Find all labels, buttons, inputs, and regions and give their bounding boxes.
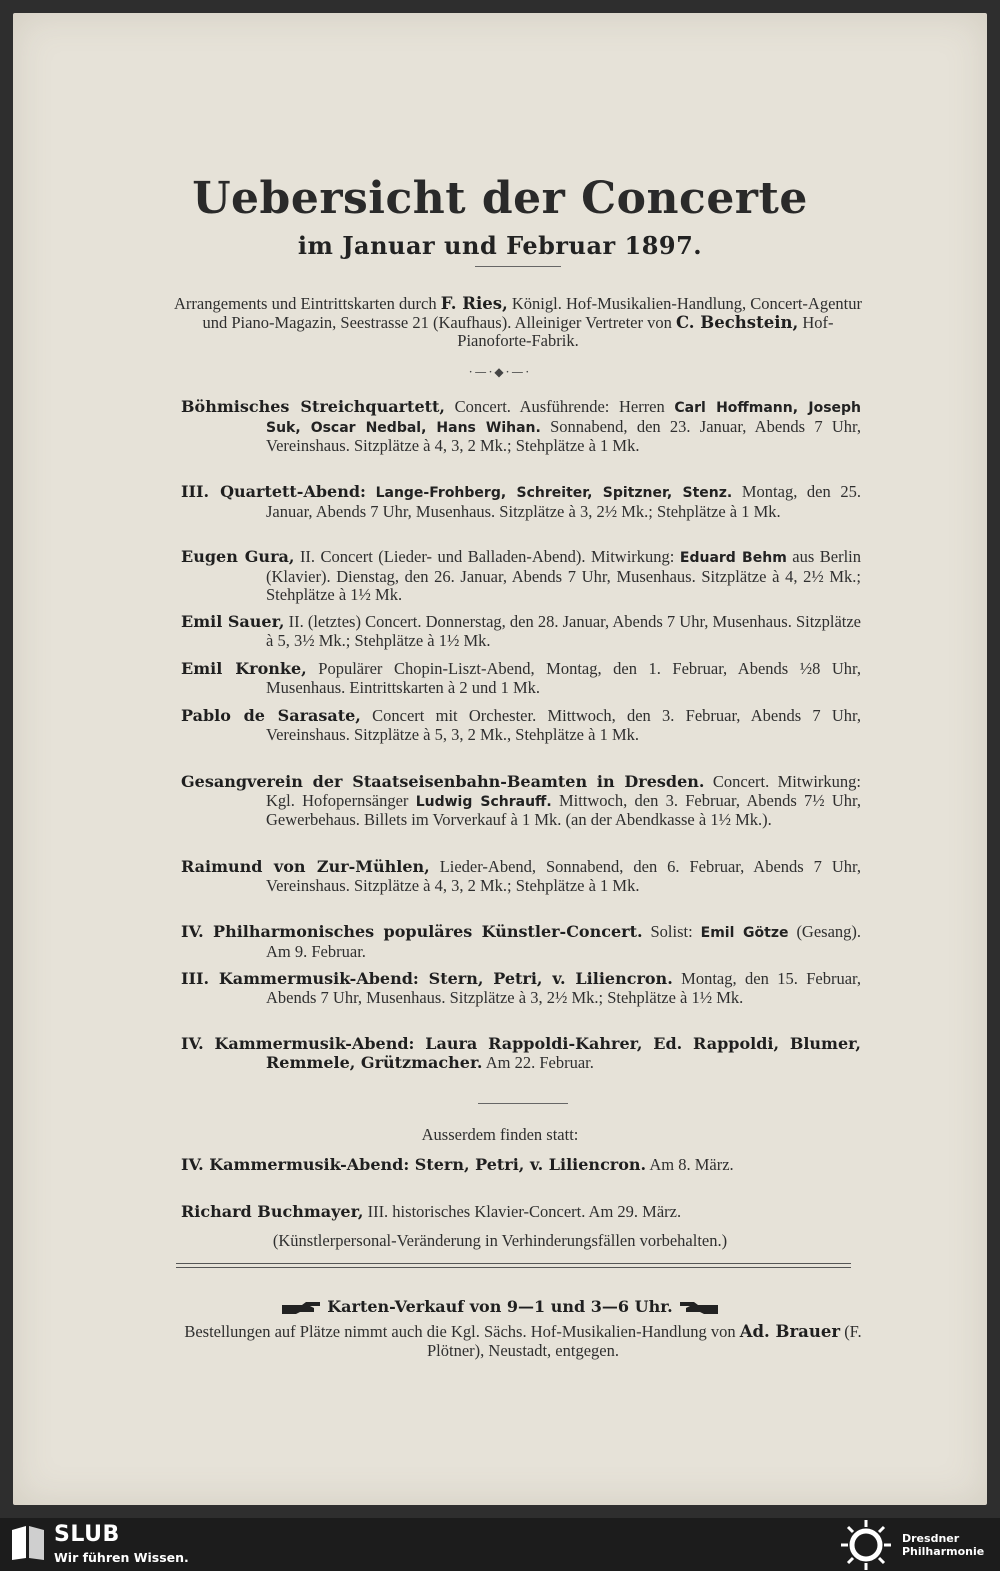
concert-entry: Emil Kronke, Populärer Chopin-Liszt-Abend, Montag, den 1. Februar, Abends ½8 Uhr, Musenhaus. Eintrittskarten à 2 und 1 Mk. (181, 659, 862, 697)
partner-name: Dresdner Philharmonie (902, 1532, 985, 1558)
bechstein-name: C. Bechstein, (675, 312, 799, 332)
bottom-bar (0, 1518, 1000, 1571)
concert-entry: III. Quartett-Abend: Lange-Frohberg, Schreiter, Spitzner, Stenz. Montag, den 25. Januar, Abends 7 Uhr, Musenhaus. Sitzplätze à 3, 2½ Mk.; Stehplätze à 1 Mk. (181, 482, 861, 521)
page-subtitle: im Januar und Februar 1897. (297, 231, 703, 260)
ornament-divider: ·—·◆·—· (468, 365, 532, 379)
footer-note: Bestellungen auf Plätze nimmt auch die Kgl. Sächs. Hof-Musikalien-Handlung von Ad. Brauer (F. Plötner), Neustadt, entgegen. (184, 1322, 862, 1360)
concert-entry: Böhmisches Streichquartett, Concert. Ausführende: Herren Carl Hoffmann, Joseph Suk, Oscar Nedbal, Hans Wihan. Sonnabend, den 23. Januar, Abends 7 Uhr, Vereinshaus. Sitzplätze à 4, 3, 2 Mk.; Stehplätze à 1 Mk. (181, 397, 862, 455)
concert-entry: Raimund von Zur-Mühlen, Lieder-Abend, Sonnabend, den 6. Februar, Abends 7 Uhr, Vereinshaus. Sitzplätze à 4, 3, 2 Mk.; Stehplätze à 1 Mk. (181, 857, 862, 895)
concert-entry: Pablo de Sarasate, Concert mit Orchester. Mittwoch, den 3. Februar, Abends 7 Uhr, Vereinshaus. Sitzplätze à 5, 3, 2 Mk., Stehplätze à 1 Mk. (181, 706, 862, 744)
concert-entry: III. Kammermusik-Abend: Stern, Petri, v. Liliencron. Montag, den 15. Februar, Abends 7 Uhr, Musenhaus. Sitzplätze à 3, 2½ Mk.; Stehplätze à 1½ Mk. (181, 969, 861, 1007)
brauer-name: Ad. Brauer (739, 1322, 841, 1341)
ausserdem-heading: Ausserdem finden statt: (421, 1125, 579, 1144)
concert-entry: IV. Philharmonisches populäres Künstler-Concert. Solist: Emil Götze (Gesang). Am 9. Februar. (181, 922, 862, 961)
ries-name: F. Ries, (440, 294, 508, 313)
footer-rule-top (176, 1263, 851, 1264)
slub-name: SLUB (54, 1522, 120, 1547)
extra-entry: Richard Buchmayer, III. historisches Klavier-Concert. Am 29. März. (181, 1202, 682, 1221)
ticket-sale-line: Karten-Verkauf von 9—1 und 3—6 Uhr. (13, 1297, 987, 1316)
pointing-hand-right-icon (280, 1301, 322, 1315)
slub-tagline: Wir führen Wissen. (54, 1550, 189, 1565)
pointing-hand-left-icon (678, 1301, 720, 1315)
extra-entry: IV. Kammermusik-Abend: Stern, Petri, v. Liliencron. Am 8. März. (181, 1155, 734, 1174)
concert-entry: Eugen Gura, II. Concert (Lieder- und Balladen-Abend). Mitwirkung: Eduard Behm aus Berlin (Klavier). Dienstag, den 26. Januar, Abends 7 Uhr, Musenhaus. Sitzplätze à 4, 2½ Mk.; Stehplätze à 1½ Mk. (181, 547, 862, 604)
footer-rule-bottom (176, 1267, 851, 1268)
disclaimer: (Künstlerpersonal-Veränderung in Verhinderungsfällen vorbehalten.) (272, 1231, 728, 1250)
concert-entry: Emil Sauer, II. (letztes) Concert. Donnerstag, den 28. Januar, Abends 7 Uhr, Musenhaus. Sitzplätze à 5, 3½ Mk.; Stehplätze à 1½ Mk. (181, 612, 862, 650)
section-divider (478, 1103, 568, 1104)
slub-book-icon (10, 1524, 46, 1562)
intro-paragraph: Arrangements und Eintrittskarten durch F. Ries, Königl. Hof-Musikalien-Handlung, Concert-Agentur und Piano-Magazin, Seestrasse 21 (Kaufhaus). Alleiniger Vertreter von C. Bechstein, Hof-Pianoforte-Fabrik. (174, 294, 862, 350)
concert-entry: IV. Kammermusik-Abend: Laura Rappoldi-Kahrer, Ed. Rappoldi, Blumer, Remmele, Grützmacher. Am 22. Februar. (181, 1034, 861, 1072)
title-divider (475, 266, 561, 267)
concert-entry: Gesangverein der Staatseisenbahn-Beamten in Dresden. Concert. Mitwirkung: Kgl. Hofopernsänger Ludwig Schrauff. Mittwoch, den 3. Februar, Abends 7½ Uhr, Gewerbehaus. Billets im Vorverkauf à 1 Mk. (an der Abendkasse à 1½ Mk.). (181, 772, 862, 829)
document-page (13, 13, 987, 1505)
philharmonie-sun-icon (838, 1518, 894, 1571)
page-title: Uebersicht der Concerte (192, 173, 808, 224)
